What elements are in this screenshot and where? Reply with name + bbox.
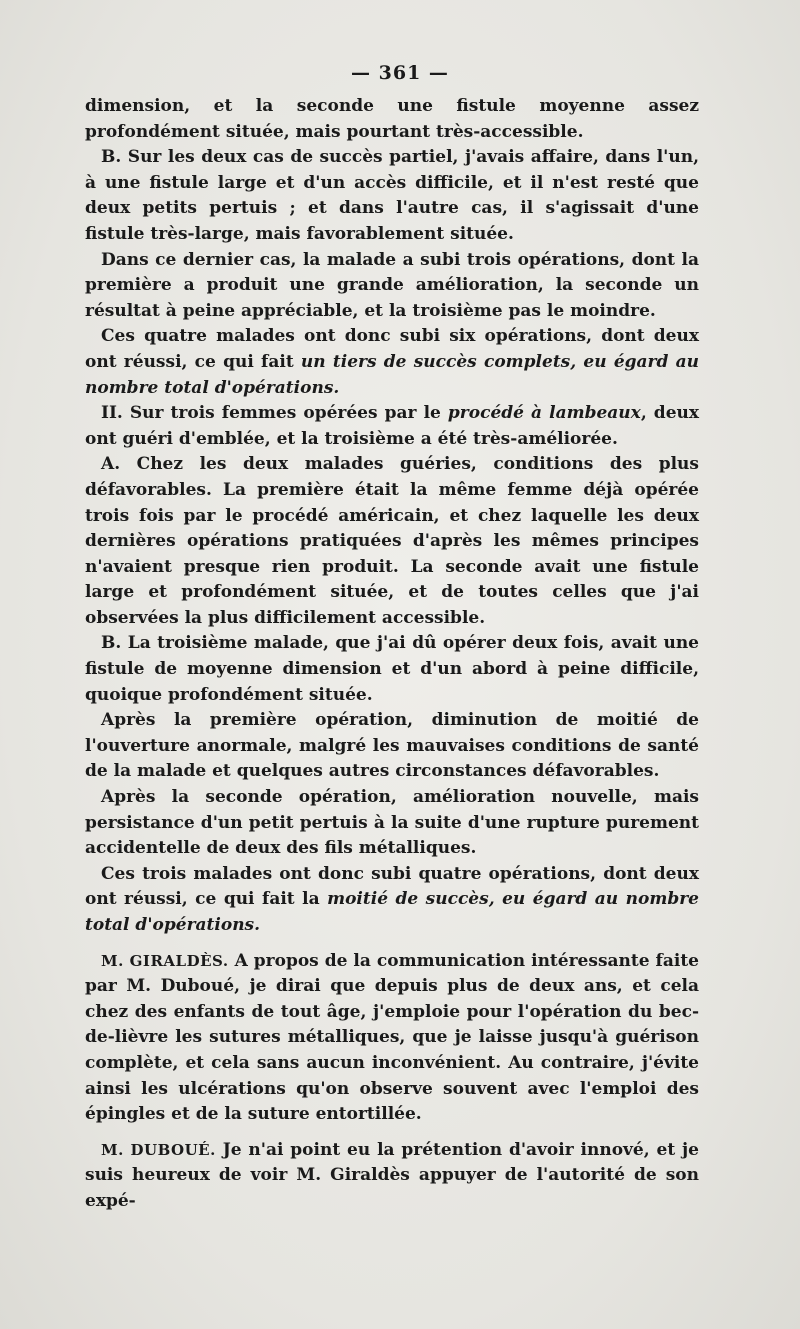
paragraph-b-third-patient: B. La troisième malade, que j'ai dû opérer deux fois, avait une fistule de moyenne dimension et d'un abord à peine difficile, quoique profondément située. [85, 633, 699, 705]
paragraph-four-patients [85, 324, 699, 401]
paragraph-continuation: dimension, et la seconde une fistule moyenne assez profondément située, mais pourtant très-accessible. [85, 96, 699, 142]
italic-run: procédé à lambeaux [447, 403, 641, 424]
body-text [85, 94, 699, 1215]
italic-run: moitié de succès, eu égard au nombre total d'opérations. [85, 889, 699, 935]
text-run: A propos de la communication intéressante faite par M. Duboué, je dirai que depuis plus de deux ans, et cela chez des enfants de tout âge, j'emploie pour l'opération du bec-de-lièvre les sutures métalliques, que je laisse jusqu'à guérison complète, et cela sans aucun inconvénient. Au contraire, j'évite ainsi les ulcérations qu'on observe souvent avec l'emploi des épingles et de la suture entortillée. [85, 950, 700, 1125]
text-run: Ces quatre malades ont donc subi six opérations, dont deux ont réussi, ce qui fait [85, 326, 699, 372]
paragraph-last-case: Dans ce dernier cas, la malade a subi trois opérations, dont la première a produit une grande amélioration, la seconde un résultat à peine appréciable, et la troisième pas le moindre. [85, 249, 699, 321]
paragraph-b-partial-success: B. Sur les deux cas de succès partiel, j'avais affaire, dans l'un, à une fistule large et d'un accès difficile, et il n'est resté que deux petits pertuis ; et dans l'autre cas, il s'agissait d'une fistule très-large, mais favorablement située. [85, 147, 699, 244]
text-run: Je n'ai point eu la prétention d'avoir innové, et je suis heureux de voir M. Giraldès appuyer de l'autorité de son expé- [85, 1139, 700, 1211]
speaker-name: M. DUBOUÉ. [101, 1140, 216, 1159]
text-run: , deux ont guéri d'emblée, et la troisième a été très-améliorée. [85, 403, 699, 449]
paragraph-second-operation: Après la seconde opération, amélioration nouvelle, mais persistance d'un petit pertuis à la suite d'une rupture purement accidentelle de deux des fils métalliques. [85, 787, 699, 859]
paragraph-first-operation: Après la première opération, diminution de moitié de l'ouverture anormale, malgré les mauvaises conditions de santé de la malade et quelques autres circonstances défavorables. [85, 710, 699, 782]
paragraph-section-ii [85, 401, 699, 452]
paragraph-giraldes [85, 949, 699, 1128]
paragraph-duboue [85, 1138, 699, 1215]
speaker-name: M. GIRALDÈS. [101, 951, 229, 970]
text-run: Ces trois malades ont donc subi quatre opérations, dont deux ont réussi, ce qui fait la [85, 863, 699, 910]
page-number: — 361 — [351, 62, 449, 84]
paragraph-three-patients [85, 862, 699, 939]
paragraph-a-healed: A. Chez les deux malades guéries, conditions des plus défavorables. La première était la même femme déjà opérée trois fois par le procédé américain, et chez laquelle les deux dernières opérations pratiquées d'après les mêmes principes n'avaient presque rien produit. La seconde avait une fistule large et profondément située, et de toutes celles que j'ai observées la plus difficilement accessible. [85, 454, 699, 628]
italic-run: un tiers de succès complets, eu égard au nombre total d'opérations. [85, 351, 699, 398]
text-run: II. Sur trois femmes opérées par le [101, 403, 448, 424]
